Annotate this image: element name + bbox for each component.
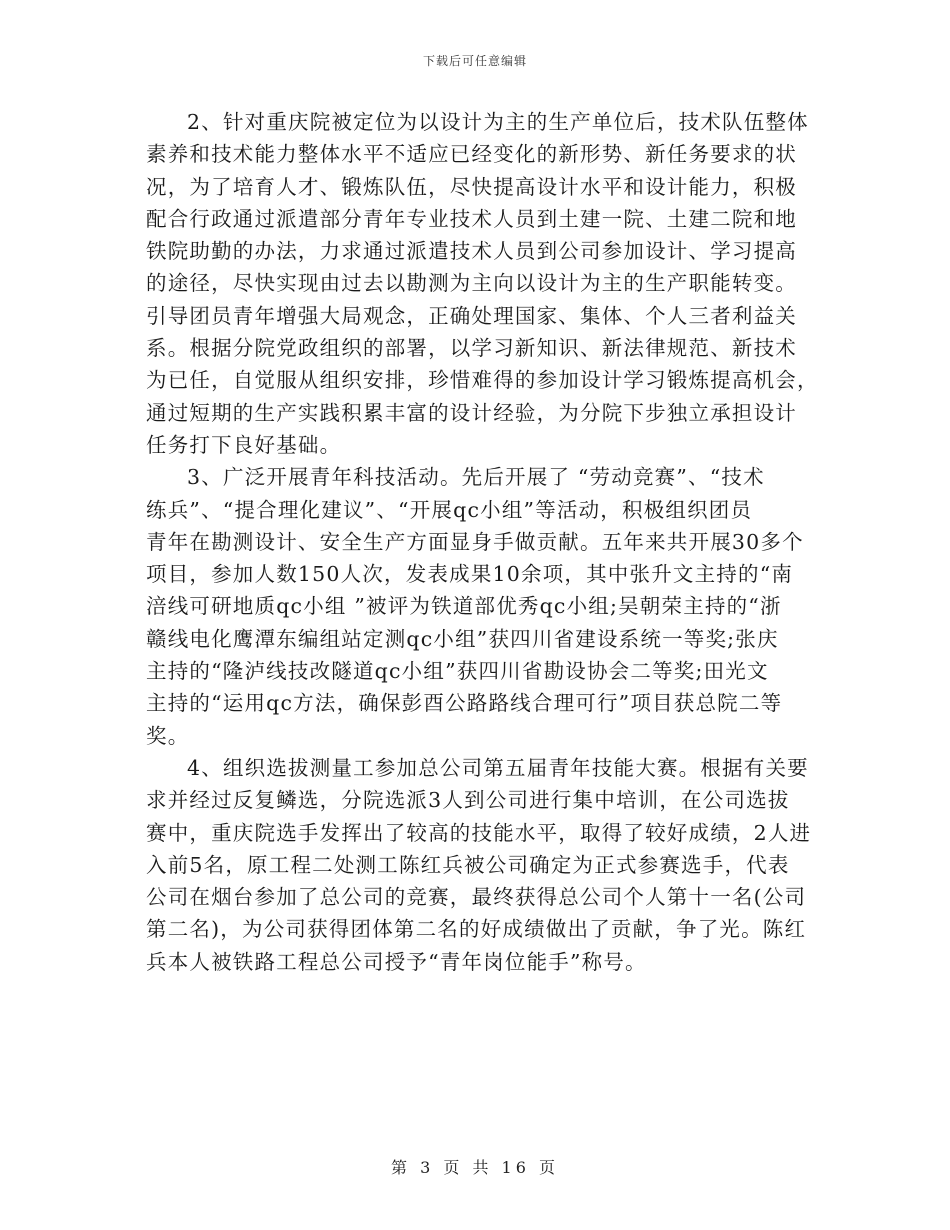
page-header: 下载后可任意编辑 [422, 54, 527, 68]
text-line: 2、针对重庆院被定位为以设计为主的生产单位后，技术队伍整体 [187, 110, 809, 134]
text-line: 素养和技术能力整体水平不适应已经变化的新形势、新任务要求的状 [146, 142, 797, 167]
text-line: 涪线可研地质qc小组 ”被评为铁道部优秀qc小组;吴朝荣主持的“浙 [146, 594, 782, 619]
page-number: 第 3 页 共 16 页 [391, 1158, 559, 1177]
text-line: 主持的“隆泸线技改隧道qc小组”获四川省勘设协会二等奖;田光文 [146, 659, 769, 684]
text-line: 主持的“运用qc方法，确保彭酉公路路线合理可行”项目获总院二等 [146, 691, 783, 716]
text-line: 公司在烟台参加了总公司的竞赛，最终获得总公司个人第十一名(公司 [146, 885, 807, 910]
text-line: 3、广泛开展青年科技活动。先后开展了 “劳动竞赛”、“技术 [187, 465, 765, 490]
text-line: 系。根据分院党政组织的部署，以学习新知识、新法律规范、新技术 [146, 336, 797, 361]
text-line: 练兵”、“提合理化建议”、“开展qc小组”等活动，积极组织团员 [146, 497, 753, 522]
text-line: 为已任，自觉服从组织安排，珍惜难得的参加设计学习锻炼提高机会， [146, 368, 819, 393]
text-line: 4、组织选拔测量工参加总公司第五届青年技能大赛。根据有关要 [187, 755, 809, 780]
text-line: 引导团员青年增强大局观念，正确处理国家、集体、个人三者利益关 [146, 303, 797, 328]
text-line: 况，为了培育人才、锻炼队伍，尽快提高设计水平和设计能力，积极 [146, 174, 797, 199]
text-line: 赛中，重庆院选手发挥出了较高的技能水平，取得了较好成绩，2人进 [146, 820, 812, 845]
text-line: 配合行政通过派遣部分青年专业技术人员到土建一院、土建二院和地 [146, 206, 797, 231]
paragraph-2 [146, 106, 819, 461]
text-line: 求并经过反复鳞选，分院选派3人到公司进行集中培训，在公司选拔 [146, 788, 790, 813]
text-line: 入前5名，原工程二处测工陈红兵被公司确定为正式参赛选手，代表 [146, 852, 790, 877]
text-line: 的途径，尽快实现由过去以勘测为主向以设计为主的生产职能转变。 [146, 271, 797, 296]
text-line: 第二名)，为公司获得团体第二名的好成绩做出了贡献，争了光。陈红 [146, 917, 807, 942]
text-line: 青年在勘测设计、安全生产方面显身手做贡献。五年来共开展30多个 [146, 529, 804, 554]
text-line: 通过短期的生产实践积累丰富的设计经验，为分院下步独立承担设计 [146, 400, 797, 425]
paragraph-4 [146, 752, 812, 978]
text-line: 项目，参加人数150人次，发表成果10余项，其中张升文主持的“南 [146, 562, 794, 587]
text-line: 铁院助勤的办法，力求通过派遣技术人员到公司参加设计、学习提高 [146, 239, 797, 264]
document-body [146, 106, 819, 978]
text-line: 任务打下良好基础。 [146, 432, 342, 457]
text-line: 兵本人被铁路工程总公司授予“青年岗位能手”称号。 [146, 949, 647, 974]
text-line: 赣线电化鹰潭东编组站定测qc小组”获四川省建设系统一等奖;张庆 [146, 626, 779, 651]
text-line: 奖。 [146, 723, 190, 748]
paragraph-3 [146, 461, 808, 752]
